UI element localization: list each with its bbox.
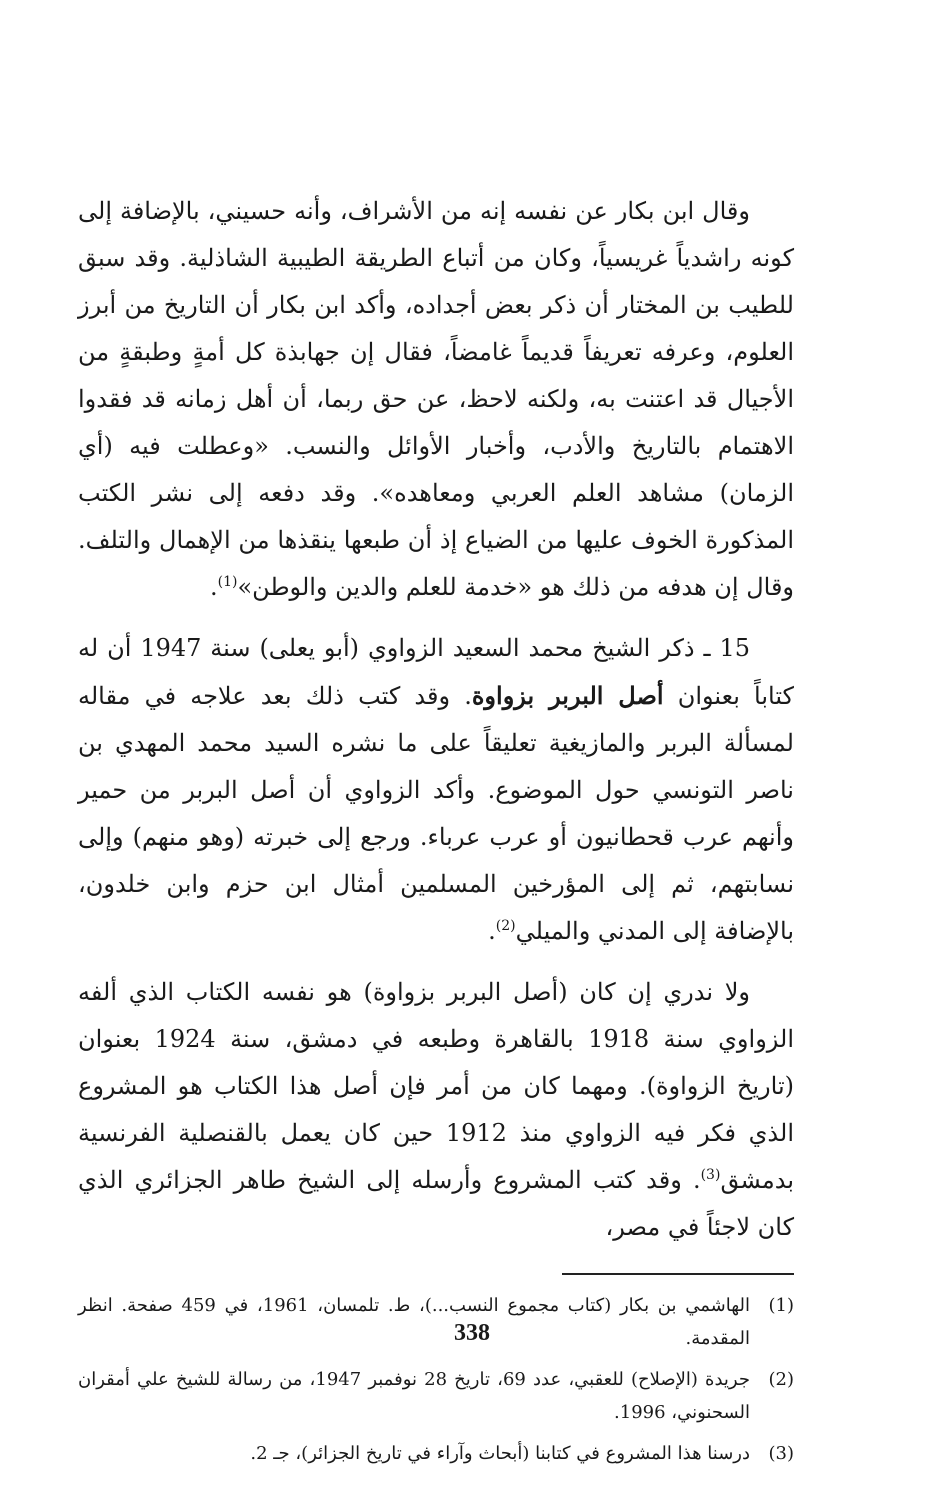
- footnote-text: جريدة (الإصلاح) للعقبي، عدد 69، تاريخ 28 نوفمبر 1947، من رسالة للشيخ علي أمقران السحنوني، 1996.: [78, 1369, 750, 1423]
- footnote-ref-3: (3): [700, 1167, 721, 1183]
- book-title-bold: أصل البربر بزواوة: [471, 681, 664, 710]
- footnote-number: (2): [768, 1369, 794, 1390]
- footnotes: [78, 1289, 794, 1470]
- paragraph-2: [78, 625, 794, 955]
- footnote-ref-2: (2): [495, 918, 516, 934]
- footnote-3: [78, 1437, 794, 1470]
- paragraph-1-end: .: [210, 573, 218, 601]
- footnote-ref-1: (1): [217, 574, 238, 590]
- footnote-text: درسنا هذا المشروع في كتابنا (أبحاث وآراء في تاريخ الجزائر)، جـ 2.: [250, 1443, 750, 1464]
- footnote-text: الهاشمي بن بكار (كتاب مجموع النسب...)، ط. تلمسان، 1961، في 459 صفحة. انظر المقدمة.: [78, 1295, 750, 1349]
- paragraph-3-rest: . وقد كتب المشروع وأرسله إلى الشيخ طاهر الجزائري الذي كان لاجئاً في مصر،: [78, 1166, 794, 1241]
- paragraph-2-start: 15 ـ ذكر الشيخ محمد السعيد الزواوي (أبو يعلى) سنة 1947 أن له كتاباً بعنوان: [78, 634, 794, 710]
- footnote-number: (3): [768, 1443, 794, 1464]
- paragraph-3: [78, 969, 794, 1251]
- footnote-2: [78, 1363, 794, 1429]
- page-number: 338: [454, 1320, 490, 1346]
- paragraph-1-text: وقال ابن بكار عن نفسه إنه من الأشراف، وأنه حسيني، بالإضافة إلى كونه راشدياً غريسياً، وكان من أتباع الطريقة الطيبية الشاذلية. وقد سبق للطيب بن المختار أن ذكر بعض أجداده، وأكد ابن بكار أن التاريخ من أبرز العلوم، وعرفه تعريفاً قديماً غامضاً، فقال إن جهابذة كل أمةٍ وطبقةٍ من الأجيال قد اعتنت به، ولكنه لاحظ، عن حق ربما، أن أهل زمانه قد فقدوا الاهتمام بالتاريخ والأدب، وأخبار الأوائل والنسب. «وعطلت فيه (أي الزمان) مشاهد العلم العربي ومعاهده». وقد دفعه إلى نشر الكتب المذكورة الخوف عليها من الضياع إذ أن طبعها ينقذها من الإهمال والتلف. وقال إن هدفه من ذلك هو «خدمة للعلم والدين والوطن»: [78, 197, 795, 601]
- page-body: [78, 188, 794, 1478]
- paragraph-2-end: .: [488, 917, 496, 945]
- paragraph-1: [78, 188, 794, 611]
- footnote-number: (1): [768, 1295, 794, 1316]
- paragraph-2-rest: . وقد كتب ذلك بعد علاجه في مقاله لمسألة البربر والمازيغية تعليقاً على ما نشره السيد محمد المهدي بن ناصر التونسي حول الموضوع. وأكد الزواوي أن أصل البربر من حمير وأنهم عرب قحطانيون أو عرب عرباء. ورجع إلى خبرته (وهو منهم) وإلى نسابتهم، ثم إلى المؤرخين المسلمين أمثال ابن حزم وابن خلدون، بالإضافة إلى المدني والميلي: [78, 682, 794, 945]
- footnote-divider: [562, 1273, 794, 1275]
- paragraph-3-start: ولا ندري إن كان (أصل البربر بزواوة) هو نفسه الكتاب الذي ألفه الزواوي سنة 1918 بالقاهرة وطبعه في دمشق، سنة 1924 بعنوان (تاريخ الزواوة). ومهما كان من أمر فإن أصل هذا الكتاب هو المشروع الذي فكر فيه الزواوي منذ 1912 حين كان يعمل بالقنصلية الفرنسية بدمشق: [78, 978, 795, 1194]
